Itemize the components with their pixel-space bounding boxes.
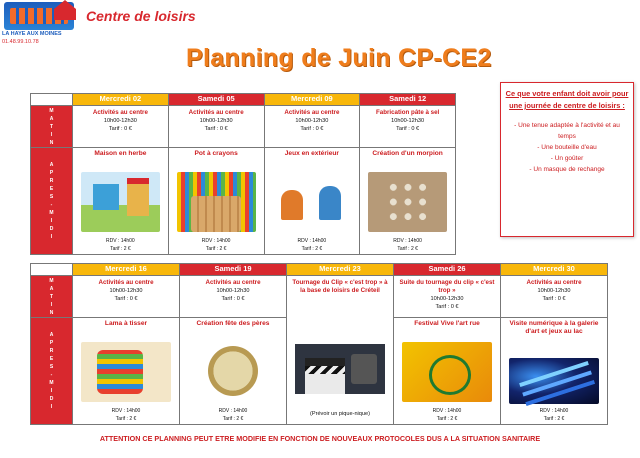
morning-cell — [264, 106, 360, 148]
activity-hours: 10h00-12h30 — [537, 288, 571, 294]
house-craft-image — [81, 172, 160, 232]
afternoon-tarif: Tarif : 2 € — [115, 416, 137, 422]
centre-logo — [2, 2, 78, 46]
activity-title: Activités au centre — [526, 279, 582, 286]
activity-hours: 10h00-12h30 — [109, 288, 143, 294]
morning-cell — [73, 276, 180, 318]
afternoon-tarif: Tarif : 2 € — [205, 246, 227, 252]
activity-title: Tournage du Clip « c'est trop » à la base de loisirs de Créteil — [292, 279, 388, 294]
rdv-time: RDV : 14h00 — [432, 408, 462, 414]
activity-title: Suite du tournage du clip « c'est trop » — [399, 279, 495, 294]
afternoon-cell — [168, 148, 264, 255]
notice-item: - Un goûter — [550, 155, 584, 162]
afternoon-tarif: Tarif : 2 € — [110, 246, 131, 252]
activity-hours: 10h00-12h30 — [430, 296, 464, 302]
activity-tarif: Tarif : 0 € — [542, 296, 566, 302]
notice-item: - Une tenue adaptée à l'activité et au temps — [514, 122, 620, 140]
street-art-festival-image — [402, 342, 492, 402]
day-header: Samedi 26 — [394, 264, 501, 276]
picnic-note: (Prévoir un pique-nique) — [309, 411, 370, 417]
morning-cell — [180, 276, 287, 318]
apres-midi-label: A P R E S - M I D I — [31, 318, 73, 425]
morning-cell — [394, 276, 501, 318]
morning-cell — [168, 106, 264, 148]
afternoon-cell — [73, 148, 169, 255]
rdv-time: RDV : 14h00 — [218, 408, 248, 414]
activity-hours: 10h00-12h30 — [391, 118, 425, 124]
afternoon-cell — [394, 318, 501, 425]
afternoon-cell — [501, 318, 608, 425]
logo-text: LA HAYE AUX MOINES — [2, 31, 62, 37]
week2-planning-table — [30, 263, 608, 425]
afternoon-tarif: Tarif : 2 € — [301, 246, 323, 252]
activity-title: Activités au centre — [205, 279, 261, 286]
morning-cell — [360, 106, 456, 148]
afternoon-title: Visite numérique à la galerie d'art et jeux au lac — [509, 320, 599, 335]
activity-hours: 10h00-12h30 — [199, 118, 233, 124]
day-header: Samedi 19 — [180, 264, 287, 276]
activity-title: Activités au centre — [92, 109, 148, 116]
afternoon-cell — [360, 148, 456, 255]
notice-item: - Un masque de rechange — [529, 166, 605, 173]
notice-list — [505, 120, 629, 175]
activity-hours: 10h00-12h30 — [295, 118, 329, 124]
rdv-time: RDV : 14h00 — [297, 238, 327, 244]
activity-hours: 10h00-12h30 — [103, 118, 137, 124]
fathers-day-image — [188, 342, 278, 402]
logo-phone: 01.48.99.10.78 — [2, 39, 39, 45]
afternoon-title: Création fête des pères — [196, 320, 270, 327]
matin-label: M A T I N — [31, 106, 73, 148]
afternoon-tarif: Tarif : 2 € — [543, 416, 565, 422]
activity-hours: 10h00-12h30 — [216, 288, 250, 294]
afternoon-title: Pot à crayons — [194, 150, 238, 157]
day-header: Mercredi 09 — [264, 94, 360, 106]
llama-weaving-image — [81, 342, 171, 402]
afternoon-cell — [73, 318, 180, 425]
activity-tarif: Tarif : 0 € — [114, 296, 138, 302]
day-header: Samedi 12 — [360, 94, 456, 106]
afternoon-title: Création d'un morpion — [372, 150, 443, 157]
afternoon-tarif: Tarif : 2 € — [436, 416, 458, 422]
rdv-time: RDV : 14h00 — [201, 238, 231, 244]
clip-cell — [287, 276, 394, 425]
morning-cell — [73, 106, 169, 148]
apres-midi-label: A P R E S - M I D I — [31, 148, 73, 255]
warning-notice: ATTENTION CE PLANNING PEUT ETRE MODIFIE EN FONCTION DE NOUVEAUX PROTOCOLES DUS A LA SITUATION SANITAIRE — [99, 434, 541, 443]
activity-tarif: Tarif : 0 € — [435, 304, 459, 310]
site-title: Centre de loisirs — [86, 8, 196, 24]
rdv-time: RDV : 14h00 — [106, 238, 135, 244]
afternoon-title: Jeux en extérieur — [284, 150, 339, 157]
digital-gallery-image — [509, 358, 599, 404]
afternoon-title: Lama à tisser — [104, 320, 148, 327]
afternoon-tarif: Tarif : 2 € — [222, 416, 244, 422]
day-header: Samedi 05 — [168, 94, 264, 106]
afternoon-cell — [180, 318, 287, 425]
activity-title: Fabrication pâte à sel — [375, 109, 440, 116]
afternoon-tarif: Tarif : 2 € — [397, 246, 418, 252]
afternoon-cell — [264, 148, 360, 255]
page-title: Planning de Juin CP-CE2 — [186, 44, 492, 72]
activity-title: Activités au centre — [284, 109, 340, 116]
day-header: Mercredi 23 — [287, 264, 394, 276]
activity-title: Activités au centre — [188, 109, 244, 116]
notice-heading: Ce que votre enfant doit avoir pour une journée de centre de loisirs : — [505, 89, 629, 110]
film-clip-image — [295, 344, 385, 394]
pencil-pot-image — [177, 172, 256, 232]
outdoor-games-image — [273, 172, 352, 232]
activity-title: Activités au centre — [98, 279, 154, 286]
activity-tarif: Tarif : 0 € — [204, 126, 228, 132]
day-header: Mercredi 30 — [501, 264, 608, 276]
afternoon-title: Festival Vive l'art rue — [414, 320, 480, 327]
day-header: Mercredi 02 — [73, 94, 169, 106]
day-header: Mercredi 16 — [73, 264, 180, 276]
afternoon-title: Maison en herbe — [94, 150, 147, 157]
notice-item: - Une bouteille d'eau — [537, 144, 597, 151]
activity-tarif: Tarif : 0 € — [396, 126, 420, 132]
matin-label: M A T I N — [31, 276, 73, 318]
activity-tarif: Tarif : 0 € — [108, 126, 132, 132]
tic-tac-toe-image — [368, 172, 447, 232]
activity-tarif: Tarif : 0 € — [300, 126, 324, 132]
rdv-time: RDV : 14h00 — [539, 408, 569, 414]
activity-tarif: Tarif : 0 € — [221, 296, 245, 302]
morning-cell — [501, 276, 608, 318]
notice-box — [500, 82, 634, 237]
rdv-time: RDV : 14h00 — [111, 408, 141, 414]
week1-planning-table — [30, 93, 456, 255]
rdv-time: RDV : 14h00 — [393, 238, 422, 244]
